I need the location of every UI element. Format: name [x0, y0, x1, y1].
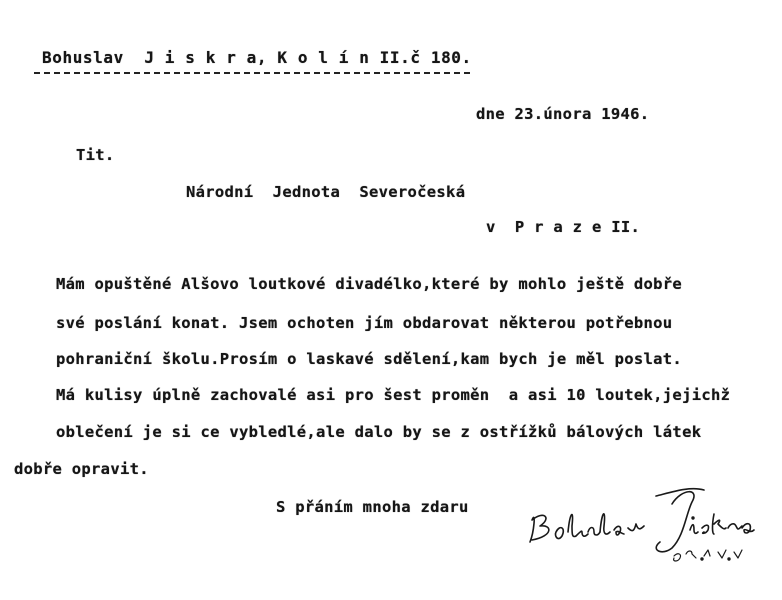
handwritten-signature — [522, 480, 774, 575]
addressee-name: Národní Jednota Severočeská — [186, 183, 466, 201]
body-line: Má kulisy úplně zachovalé asi pro šest proměn a asi 10 loutek,jejichž — [56, 386, 731, 404]
body-line: oblečení je si ce vybledlé,ale dalo by se z ostřížků bálových látek — [56, 423, 702, 441]
addressee-city: v P r a z e II. — [486, 218, 641, 236]
body-line: dobře opravit. — [14, 460, 149, 478]
body-line: pohraniční školu.Prosím o laskavé sdělení,kam bych je měl poslat. — [56, 350, 683, 368]
salutation: Tit. — [76, 146, 115, 164]
sender-header: Bohuslav J i s k r a, K o l í n II.č 180. — [42, 48, 472, 67]
closing-line: S přáním mnoha zdaru — [276, 498, 469, 516]
letter-date: dne 23.února 1946. — [476, 105, 650, 123]
header-underline-divider — [34, 72, 470, 74]
body-line: své poslání konat. Jsem ochoten jím obdarovat některou potřebnou — [56, 314, 673, 332]
body-line: Mám opuštěné Alšovo loutkové divadélko,které by mohlo ještě dobře — [56, 275, 683, 293]
